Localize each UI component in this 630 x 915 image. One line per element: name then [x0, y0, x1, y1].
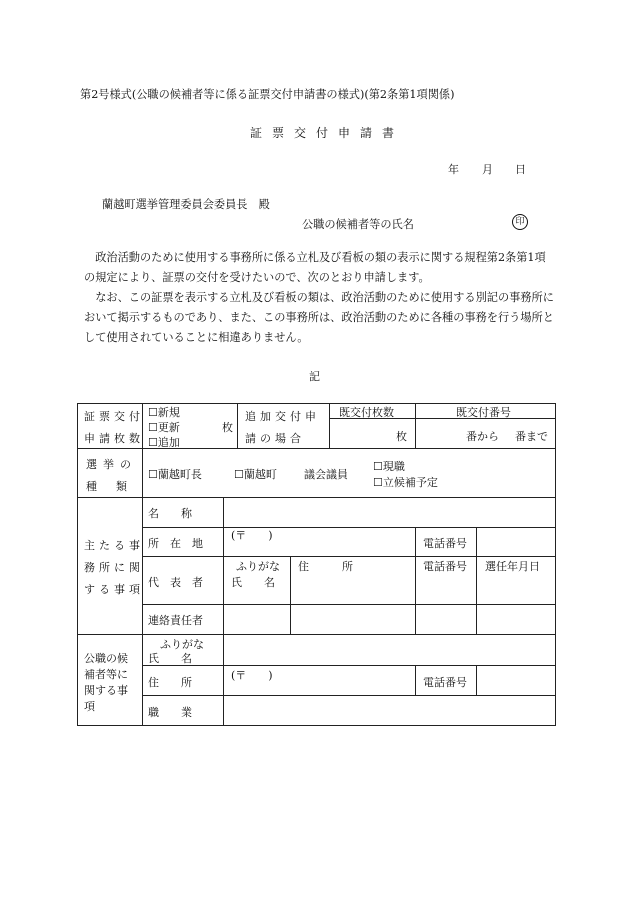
rep-name-label: 氏 名 — [231, 576, 275, 589]
label-additional-2: 請の場合 — [245, 432, 305, 445]
date-month: 月 — [482, 163, 493, 176]
candidate-postal: (〒 ) — [231, 669, 273, 682]
form-label: 第2号様式(公職の候補者等に係る証票交付申請書の様式)(第2条第1項関係) — [80, 88, 455, 101]
office-location-label: 所 在 地 — [148, 537, 203, 550]
candidate-phone-label: 電話番号 — [423, 676, 467, 689]
checkbox-renew[interactable]: ☐更新 — [148, 421, 180, 434]
candidate-furigana-label: ふりがな — [160, 638, 204, 651]
label-candidate-4: 項 — [84, 700, 95, 713]
number-from: 番から — [466, 430, 499, 443]
office-postal: (〒 ) — [231, 529, 273, 542]
candidate-address-label: 住 所 — [148, 676, 192, 689]
note-heading: 記 — [309, 370, 320, 383]
rep-appointed-date-label: 選任年月日 — [485, 560, 540, 573]
label-election-type-2: 種 類 — [86, 480, 131, 493]
label-office-3: する事項 — [84, 583, 144, 596]
rep-furigana-label: ふりがな — [236, 560, 280, 573]
checkbox-incumbent[interactable]: ☐現職 — [373, 460, 405, 473]
rep-address-label: 住 所 — [298, 560, 353, 573]
checkbox-town-mayor[interactable]: ☐蘭越町長 — [148, 468, 202, 481]
candidate-occupation-label: 職 業 — [148, 706, 192, 719]
addressee: 蘭越町選挙管理委員会委員長 殿 — [102, 198, 270, 211]
label-candidate-1: 公職の候 — [84, 652, 128, 665]
label-sheet-count-1: 証票交付 — [84, 410, 144, 423]
issued-count-unit: 枚 — [396, 430, 407, 443]
checkbox-town-council[interactable]: ☐蘭越町 — [234, 468, 277, 481]
checkbox-new[interactable]: ☐新規 — [148, 406, 180, 419]
paragraph-1: 政治活動のために使用する事務所に係る立札及び看板の類の表示に関する規程第2条第1項の規定により、証票の交付を受けたいので、次のとおり申請します。 — [84, 251, 546, 284]
date-day: 日 — [515, 163, 526, 176]
rep-phone-label: 電話番号 — [423, 560, 467, 573]
paragraph-2: なお、この証票を表示する立札及び看板の類は、政治活動のために使用する別記の事務所において掲示するものであり、また、この事務所は、政治活動のために各種の事務を行う場所として使用されていることに相違ありません。 — [84, 291, 554, 344]
issued-number-header: 既交付番号 — [456, 406, 511, 419]
label-sheet-count-2: 申請枚数 — [84, 432, 144, 445]
unit-sheets: 枚 — [222, 421, 233, 434]
office-phone-label: 電話番号 — [423, 537, 467, 550]
page-title: 証票交付申請書 — [250, 126, 405, 140]
number-to: 番まで — [515, 430, 548, 443]
date-year: 年 — [448, 163, 459, 176]
label-additional-1: 追加交付申 — [245, 410, 320, 423]
office-name-label: 名 称 — [148, 507, 192, 520]
label-election-type-1: 選挙の — [86, 458, 137, 471]
label-candidate-2: 補者等に — [84, 668, 128, 681]
checkbox-candidate[interactable]: ☐立候補予定 — [373, 476, 438, 489]
checkbox-add[interactable]: ☐追加 — [148, 436, 180, 449]
council-member-label: 議会議員 — [304, 468, 348, 481]
label-office-2: 務所に関 — [84, 561, 144, 574]
seal-mark: 印 — [512, 214, 528, 230]
issued-count-header: 既交付枚数 — [339, 406, 394, 419]
representative-label: 代 表 者 — [148, 576, 203, 589]
label-candidate-3: 関する事 — [84, 684, 128, 697]
contact-person-label: 連絡責任者 — [148, 614, 203, 627]
candidate-name-label: 氏 名 — [148, 652, 192, 665]
applicant-label: 公職の候補者等の氏名 — [302, 218, 414, 231]
label-office-1: 主たる事 — [84, 539, 144, 552]
